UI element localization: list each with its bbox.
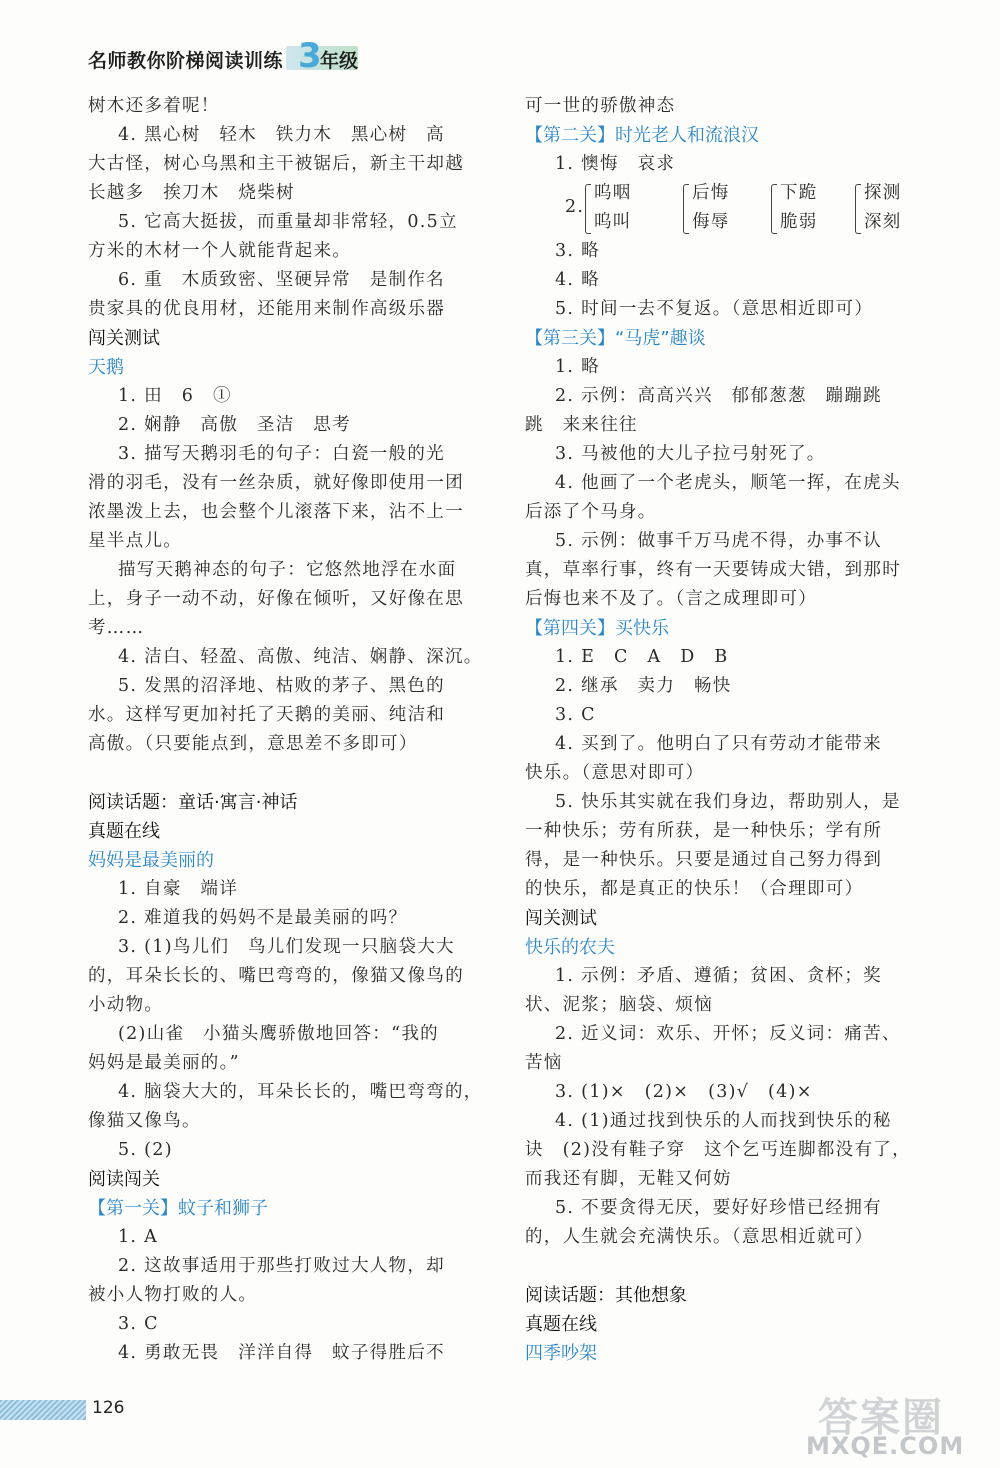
text-line: 4. 买到了。他明白了只有劳动才能带来 bbox=[555, 734, 882, 754]
text-line: 1. 田 6 ① bbox=[118, 386, 232, 406]
text-line: 2. 娴静 高傲 圣洁 思考 bbox=[118, 415, 351, 435]
text-line: 苦恼 bbox=[525, 1053, 563, 1073]
page-header bbox=[88, 36, 388, 76]
section-heading: 闯关测试 bbox=[88, 328, 160, 349]
word-bracket-group bbox=[525, 179, 927, 237]
text-line: 真，草率行事，终有一天要铸成大错，到那时 bbox=[525, 560, 901, 580]
text-line: 像猫又像鸟。 bbox=[88, 1111, 201, 1131]
article-title: 天鹅 bbox=[88, 357, 124, 378]
text-line: 上，身子一动不动，好像在倾听，又好像在思 bbox=[88, 589, 464, 609]
text-line: 1. 懊悔 哀求 bbox=[555, 154, 676, 174]
text-line: 5. 时间一去不复返。（意思相近即可） bbox=[555, 299, 874, 319]
text-line: 水。这样写更加衬托了天鹅的美丽、纯洁和 bbox=[88, 705, 446, 725]
text-line: 得，是一种快乐。只要是通过自己努力得到 bbox=[525, 850, 883, 870]
text-line: 3. C bbox=[555, 705, 596, 725]
footer-stripe bbox=[0, 1400, 86, 1420]
section-heading: 阅读闯关 bbox=[88, 1169, 160, 1190]
watermark-logo bbox=[806, 1386, 996, 1464]
brace-icon bbox=[771, 184, 777, 234]
text-line: 滑的羽毛，没有一丝杂质，就好像即使用一团 bbox=[88, 473, 464, 493]
text-line: 4. 脑袋大大的，耳朵长长的，嘴巴弯弯的， bbox=[118, 1082, 483, 1102]
text-line: 3. 略 bbox=[555, 241, 600, 261]
watermark-domain: MXQE.COM bbox=[806, 1432, 965, 1460]
text-line: 2. 近义词：欢乐、开怀；反义词：痛苦、 bbox=[555, 1024, 901, 1044]
topic-heading: 阅读话题：童话·寓言·神话 bbox=[88, 792, 298, 813]
stage-title: 【第二关】时光老人和流浪汉 bbox=[525, 125, 759, 146]
text-line: 1. E C A D B bbox=[555, 647, 729, 667]
section-heading: 真题在线 bbox=[88, 821, 160, 842]
text-line: 1. A bbox=[118, 1227, 159, 1247]
bracket-word: 深刻 bbox=[864, 212, 902, 232]
text-line: 树木还多着呢！ bbox=[88, 96, 220, 116]
section-heading: 闯关测试 bbox=[525, 908, 597, 929]
stage-title: 【第一关】蚊子和狮子 bbox=[88, 1198, 268, 1219]
text-line: 长越多 挨刀木 烧柴树 bbox=[88, 183, 295, 203]
text-line: 大古怪，树心乌黑和主干被锯后，新主干却越 bbox=[88, 154, 464, 174]
text-line: 4. 洁白、轻盈、高傲、纯洁、娴静、深沉。 bbox=[118, 647, 483, 667]
book-title: 名师教你阶梯阅读训练 bbox=[88, 50, 284, 72]
text-line: 3. C bbox=[118, 1314, 159, 1334]
bracket-word: 侮辱 bbox=[692, 212, 730, 232]
text-line: 浓墨泼上去，也会整个儿滚落下来，沾不上一 bbox=[88, 502, 464, 522]
text-line: 跳 来来往往 bbox=[525, 415, 638, 435]
text-line: 5. 不要贪得无厌，要好好珍惜已经拥有 bbox=[555, 1198, 882, 1218]
text-line: 2. 难道我的妈妈不是最美丽的吗？ bbox=[118, 908, 408, 928]
text-line: 考…… bbox=[88, 618, 145, 638]
text-line: 5. (2) bbox=[118, 1140, 173, 1160]
article-title: 快乐的农夫 bbox=[525, 937, 615, 958]
text-line: 的快乐，都是真正的快乐！（合理即可） bbox=[525, 879, 864, 899]
text-line: 1. 略 bbox=[555, 357, 600, 377]
text-line: 2. 示例：高高兴兴 郁郁葱葱 蹦蹦跳 bbox=[555, 386, 882, 406]
text-line: 2. 这故事适用于那些打败过大人物，却 bbox=[118, 1256, 445, 1276]
brace-icon bbox=[585, 184, 591, 234]
right-column bbox=[525, 92, 927, 1368]
text-line: 后悔也来不及了。（言之成理即可） bbox=[525, 589, 818, 609]
text-line: 状、泥浆；脑袋、烦恼 bbox=[525, 995, 713, 1015]
bracket-word: 呜叫 bbox=[594, 212, 632, 232]
brace-icon bbox=[855, 184, 861, 234]
page-number: 126 bbox=[92, 1398, 125, 1418]
text-line: 一种快乐；劳有所获，是一种快乐；学有所 bbox=[525, 821, 883, 841]
text-line: 2. 继承 卖力 畅快 bbox=[555, 676, 732, 696]
text-line: 6. 重 木质致密、坚硬异常 是制作名 bbox=[118, 270, 445, 290]
article-title: 四季吵架 bbox=[525, 1343, 597, 1364]
text-line: 3. (1)鸟儿们 鸟儿们发现一只脑袋大大 bbox=[118, 937, 455, 957]
bracket-word: 下跪 bbox=[780, 183, 818, 203]
topic-heading: 阅读话题：其他想象 bbox=[525, 1285, 687, 1306]
text-line: 4. (1)通过找到快乐的人而找到快乐的秘 bbox=[555, 1111, 892, 1131]
text-line: 的，耳朵长长的、嘴巴弯弯的，像猫又像鸟的 bbox=[88, 966, 464, 986]
bracket-word: 后悔 bbox=[692, 183, 730, 203]
text-line: 诀 (2)没有鞋子穿 这个乞丐连脚都没有了， bbox=[525, 1140, 911, 1160]
bracket-word: 探测 bbox=[864, 183, 902, 203]
text-line: 可一世的骄傲神态 bbox=[525, 96, 676, 116]
stage-title: 【第三关】“马虎”趣谈 bbox=[525, 328, 706, 349]
text-line: 星半点儿。 bbox=[88, 531, 182, 551]
item-number: 2. bbox=[565, 197, 585, 217]
text-line: 后添了个马身。 bbox=[525, 502, 657, 522]
text-line: 方米的木材一个人就能背起来。 bbox=[88, 241, 352, 261]
text-line: 5. 快乐其实就在我们身边，帮助别人，是 bbox=[555, 792, 901, 812]
text-line: 5. 它高大挺拔，而重量却非常轻，0.5立 bbox=[118, 212, 458, 232]
text-line: 而我还有脚，无鞋又何妨 bbox=[525, 1169, 732, 1189]
text-line: 4. 黑心树 轻木 铁力木 黑心树 高 bbox=[118, 125, 445, 145]
text-line: 快乐。（意思对即可） bbox=[525, 763, 705, 783]
text-line: 1. 自豪 端详 bbox=[118, 879, 239, 899]
text-line: 4. 他画了一个老虎头，顺笔一挥，在虎头 bbox=[555, 473, 901, 493]
text-line: 小动物。 bbox=[88, 995, 164, 1015]
section-heading: 真题在线 bbox=[525, 1314, 597, 1335]
text-line: 妈妈是最美丽的。” bbox=[88, 1053, 240, 1073]
spacer bbox=[525, 1252, 927, 1281]
text-line: 高傲。（只要能点到，意思差不多即可） bbox=[88, 734, 418, 754]
text-line: 5. 示例：做事千万马虎不得，办事不认 bbox=[555, 531, 882, 551]
left-column bbox=[88, 92, 490, 1368]
text-line: 1. 示例：矛盾、遵循；贫困、贪杯；奖 bbox=[555, 966, 882, 986]
grade-label: 年级 bbox=[320, 50, 359, 72]
text-line: 贵家具的优良用材，还能用来制作高级乐器 bbox=[88, 299, 446, 319]
text-line: 被小人物打败的人。 bbox=[88, 1285, 258, 1305]
text-line: 描写天鹅神态的句子：它悠然地浮在水面 bbox=[118, 560, 457, 580]
text-line: (2)山雀 小猫头鹰骄傲地回答：“我的 bbox=[118, 1024, 439, 1044]
text-line: 4. 略 bbox=[555, 270, 600, 290]
text-line: 3. 马被他的大儿子拉弓射死了。 bbox=[555, 444, 826, 464]
stage-title: 【第四关】买快乐 bbox=[525, 618, 669, 639]
text-line: 3. 描写天鹅羽毛的句子：白瓷一般的光 bbox=[118, 444, 445, 464]
text-line: 3. (1)× (2)× (3)√ (4)× bbox=[555, 1082, 813, 1102]
text-line: 4. 勇敢无畏 洋洋自得 蚊子得胜后不 bbox=[118, 1343, 445, 1363]
text-line: 5. 发黑的沼泽地、枯败的茅子、黑色的 bbox=[118, 676, 445, 696]
watermark-brand: 答案圈 bbox=[818, 1395, 944, 1441]
bracket-word: 脆弱 bbox=[780, 212, 818, 232]
bracket-word: 呜咽 bbox=[594, 183, 632, 203]
spacer bbox=[88, 759, 490, 788]
brace-icon bbox=[683, 184, 689, 234]
article-title: 妈妈是最美丽的 bbox=[88, 850, 214, 871]
text-line: 的，人生就会充满快乐。（意思相近就可） bbox=[525, 1227, 874, 1247]
grade-number: 3 bbox=[298, 36, 322, 76]
